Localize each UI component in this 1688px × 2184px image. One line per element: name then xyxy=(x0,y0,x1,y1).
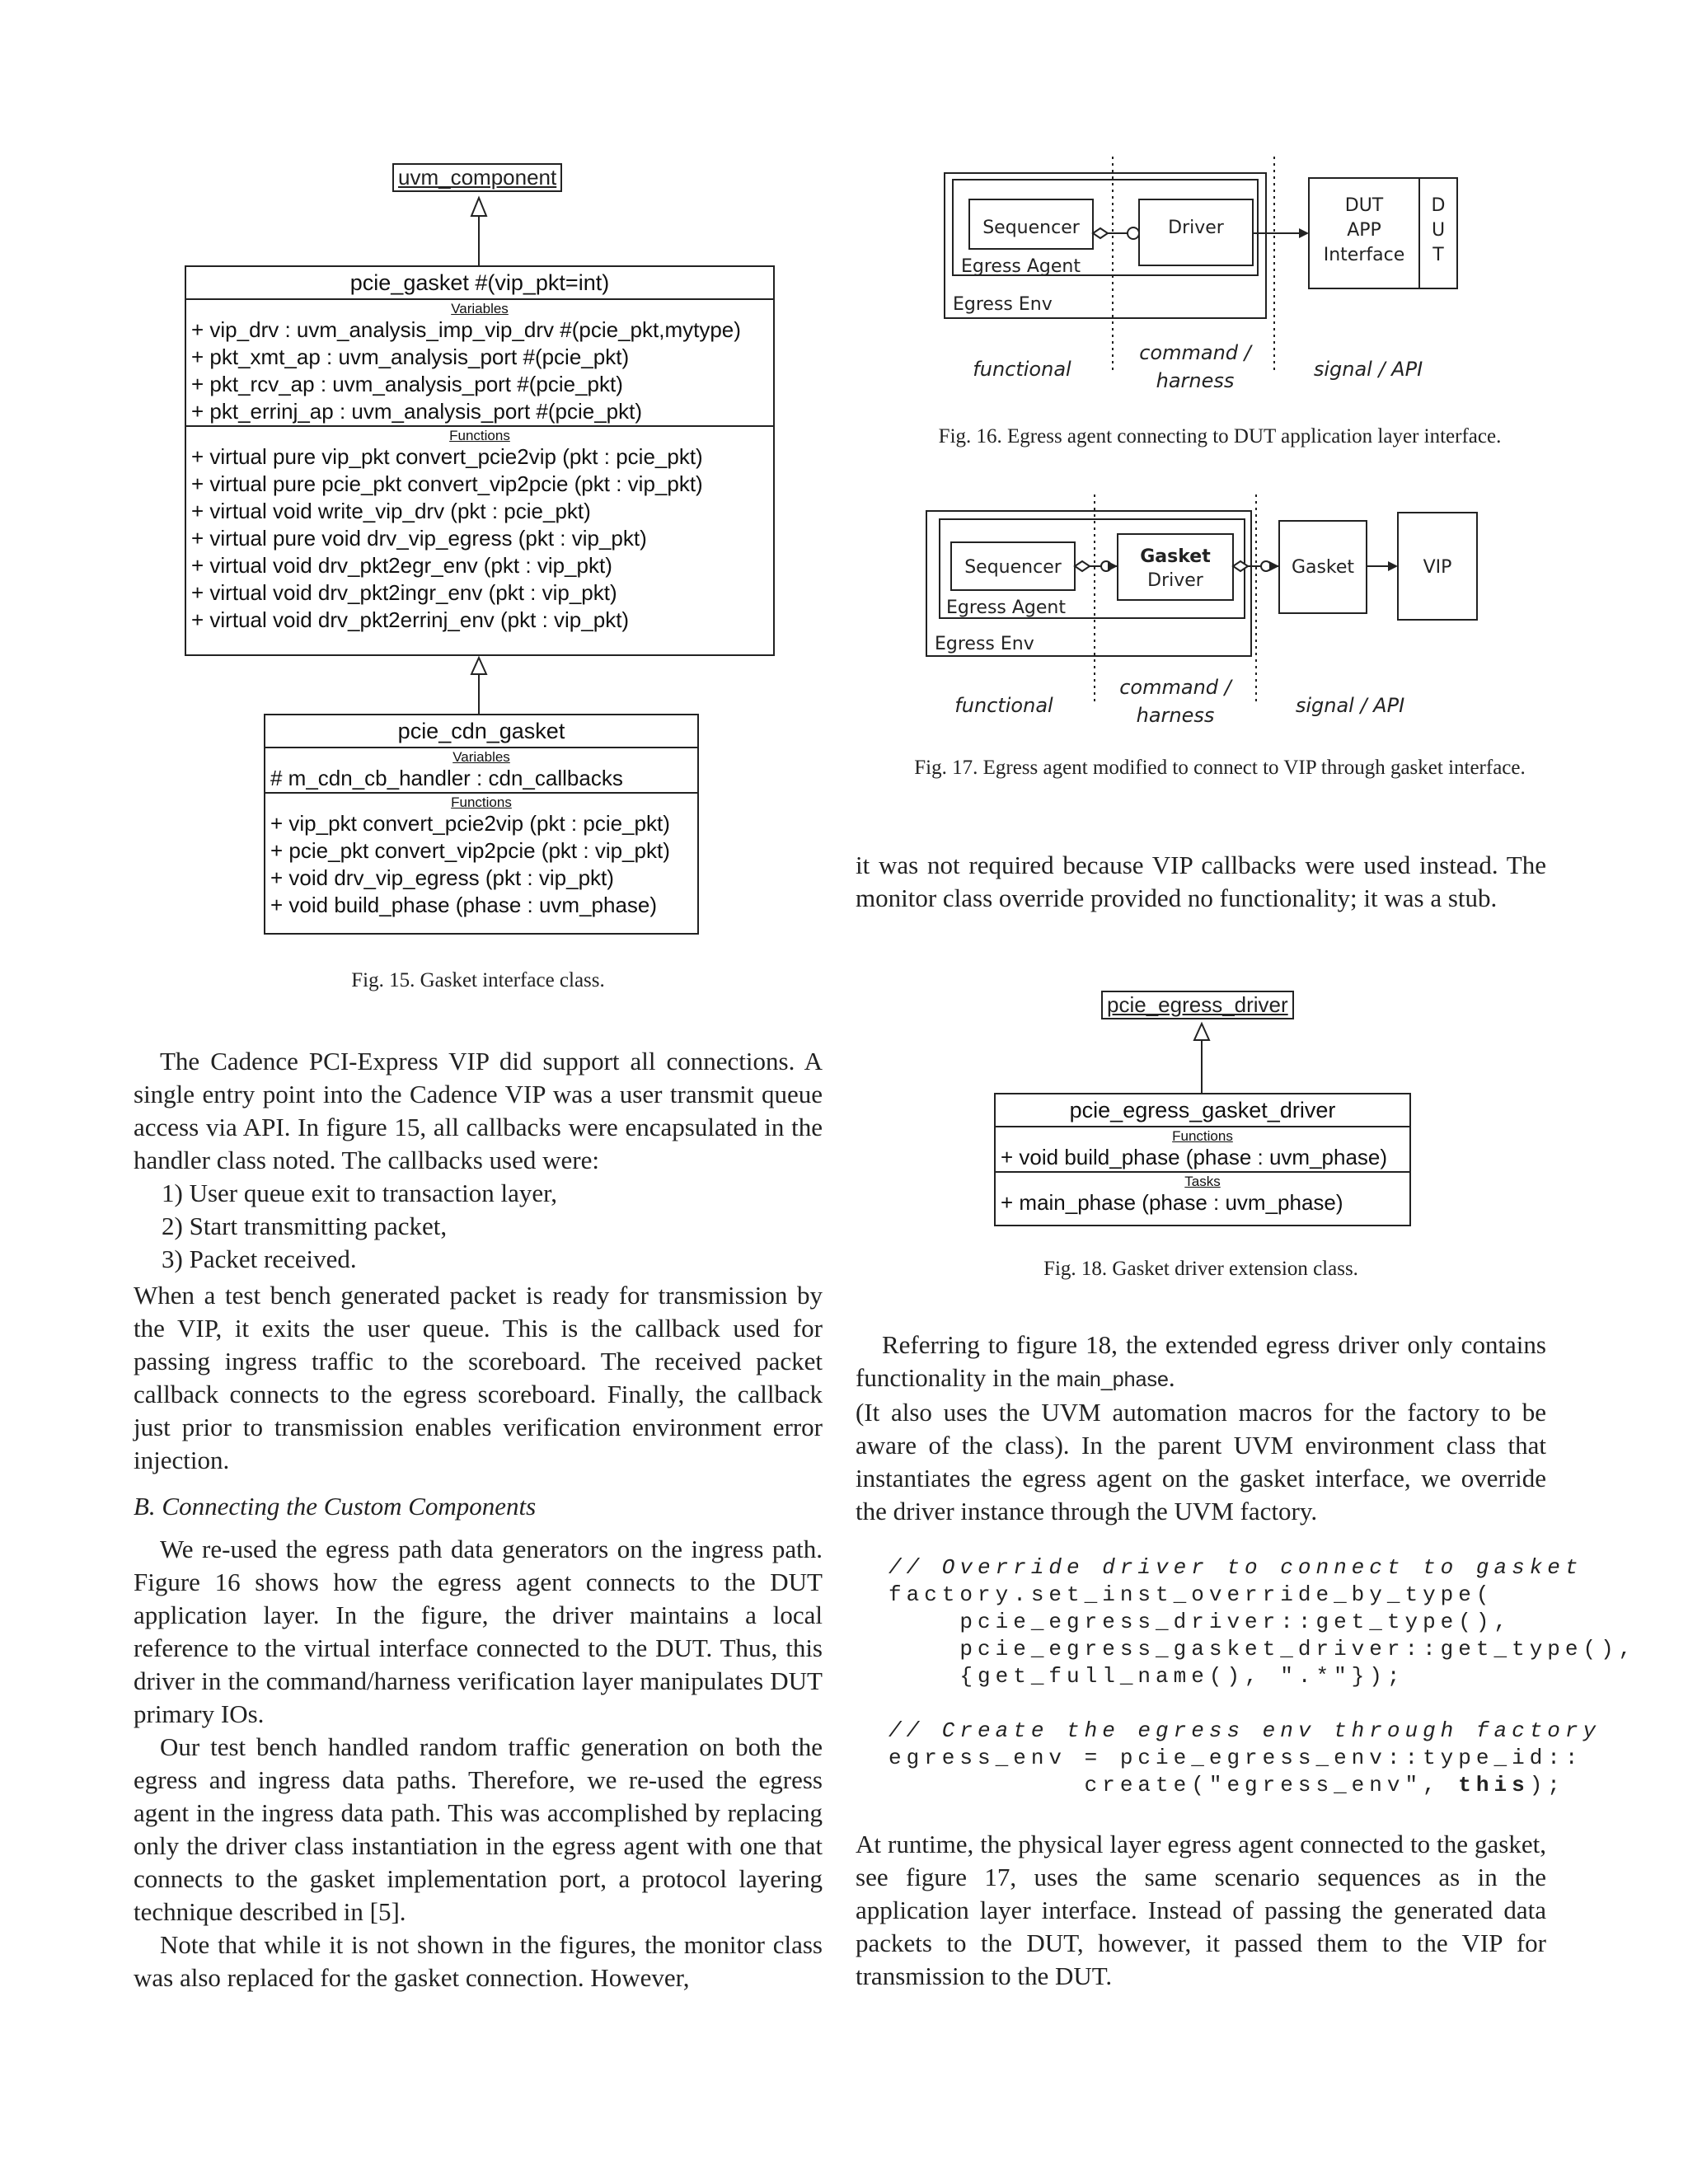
pcie-cdn-gasket-class xyxy=(264,714,699,935)
uvm-component-class: uvm_component xyxy=(392,163,562,192)
section-label: Tasks xyxy=(1184,1174,1221,1189)
function-row: + void build_phase (phase : uvm_phase) xyxy=(1001,1145,1388,1169)
vip-label: VIP xyxy=(1423,557,1452,578)
right-paragraph-1: it was not required because VIP callbacks were used instead. The monitor class override provided no functionality; it was a stub. xyxy=(856,851,1546,912)
egress-env-label: Egress Env xyxy=(953,294,1053,315)
list-item: 1) User queue exit to transaction layer, xyxy=(162,1179,557,1207)
function-row: + vip_pkt convert_pcie2vip (pkt : pcie_pkt) xyxy=(270,811,670,836)
class-title: pcie_cdn_gasket xyxy=(265,715,697,748)
dut-label: APP xyxy=(1347,220,1381,241)
fig16-caption: Fig. 16. Egress agent connecting to DUT application layer interface. xyxy=(938,425,1502,448)
dut-side-label: U xyxy=(1431,220,1446,241)
dut-side-label: T xyxy=(1432,245,1444,265)
right-paragraph-3: (It also uses the UVM automation macros for the factory to be aware of the class). In the parent UVM environment class that instantiates the egress agent on the gasket interface, we override the driver instance through the UVM factory. xyxy=(856,1398,1546,1526)
function-row: + virtual void drv_pkt2egr_env (pkt : vip_pkt) xyxy=(191,553,612,578)
right-paragraph-2: Referring to figure 18, the extended egress driver only contains functionality in the main_phase. xyxy=(856,1330,1546,1392)
class-title: pcie_gasket #(vip_pkt=int) xyxy=(186,267,773,300)
layer-functional: functional xyxy=(973,358,1071,381)
function-row: + virtual void drv_pkt2ingr_env (pkt : vip_pkt) xyxy=(191,580,617,605)
section-label: Variables xyxy=(452,749,510,765)
layer-signal: signal / API xyxy=(1295,694,1405,717)
pcie-egress-gasket-driver-class xyxy=(994,1093,1411,1226)
layer-command: command / xyxy=(1119,676,1231,699)
section-label: Functions xyxy=(1172,1128,1233,1144)
section-heading: B. Connecting the Custom Components xyxy=(134,1492,537,1521)
list-item: 3) Packet received. xyxy=(162,1244,357,1273)
callback-list xyxy=(162,1177,557,1276)
egress-agent-label: Egress Agent xyxy=(961,256,1081,277)
egress-agent-label: Egress Agent xyxy=(946,598,1066,618)
fig17-caption: Fig. 17. Egress agent modified to connect to VIP through gasket interface. xyxy=(914,757,1526,779)
code-block-1: // Override driver to connect to gasket factory.set_inst_override_by_type( pcie_egress_driver::get_type(), pcie_egress_gasket_driver::get_type(), {get_full_name(), ".*"}); xyxy=(889,1555,1637,1689)
list-item: 2) Start transmitting packet, xyxy=(162,1212,448,1240)
function-row: + virtual void write_vip_drv (pkt : pcie_pkt) xyxy=(191,499,591,523)
right-paragraph-4: At runtime, the physical layer egress agent connected to the gasket, see figure 17, uses the same scenario sequences as in the application layer interface. Instead of passing the generated data packets to the DUT, however, it passed them to the VIP for transmission to the DUT. xyxy=(856,1830,1546,1990)
sequencer-label: Sequencer xyxy=(964,557,1062,578)
pcie-egress-driver-class: pcie_egress_driver xyxy=(1101,991,1294,1019)
class-title: pcie_egress_gasket_driver xyxy=(996,1094,1409,1127)
task-row: + main_phase (phase : uvm_phase) xyxy=(1001,1190,1343,1215)
variable-row: + pkt_rcv_ap : uvm_analysis_port #(pcie_pkt) xyxy=(191,372,623,396)
variable-row: # m_cdn_cb_handler : cdn_callbacks xyxy=(270,766,623,790)
left-paragraph-1: The Cadence PCI-Express VIP did support all connections. A single entry point into the Cadence VIP was a user transmit queue access via API. In figure 15, all callbacks were encapsulated in the handler class noted. The callbacks used were: xyxy=(134,1047,823,1174)
left-paragraph-5: Note that while it is not shown in the figures, the monitor class was also replaced for the gasket connection. However, xyxy=(134,1930,823,1992)
dut-label: Interface xyxy=(1323,245,1405,265)
gasket-label: Gasket xyxy=(1291,557,1355,578)
fig16-diagram xyxy=(907,148,1500,420)
layer-functional: functional xyxy=(954,694,1053,717)
left-paragraph-4: Our test bench handled random traffic generation on both the egress and ingress data paths. Therefore, we re-used the egress agent in the ingress data path. This was accomplished by replacing only the driver class instantiation in the egress agent with one that connects to the gasket implementation port, a protocol layering technique described in [5]. xyxy=(134,1732,823,1926)
function-row: + virtual void drv_pkt2errinj_env (pkt : vip_pkt) xyxy=(191,607,630,632)
driver-label: Driver xyxy=(1168,218,1224,238)
layer-harness: harness xyxy=(1136,704,1215,727)
left-paragraph-2: When a test bench generated packet is ready for transmission by the VIP, it exits the user queue. This is the callback used for passing ingress traffic to the scoreboard. The received packet callback connects to the egress scoreboard. Finally, the callback just prior to transmission enables verification environment error injection. xyxy=(134,1281,823,1474)
fig15-caption: Fig. 15. Gasket interface class. xyxy=(351,969,605,991)
function-row: + void drv_vip_egress (pkt : vip_pkt) xyxy=(270,865,614,890)
function-row: + void build_phase (phase : uvm_phase) xyxy=(270,893,658,917)
function-row: + virtual pure void drv_vip_egress (pkt : vip_pkt) xyxy=(191,526,647,551)
inline-code: main_phase xyxy=(1056,1368,1169,1391)
function-row: + virtual pure pcie_pkt convert_vip2pcie (pkt : vip_pkt) xyxy=(191,471,703,496)
function-row: + virtual pure vip_pkt convert_pcie2vip (pkt : pcie_pkt) xyxy=(191,444,703,469)
layer-command: command / xyxy=(1139,341,1251,364)
layer-harness: harness xyxy=(1156,369,1235,392)
layer-signal: signal / API xyxy=(1313,358,1423,381)
section-label: Functions xyxy=(449,428,510,443)
left-paragraph-3: We re-used the egress path data generators on the ingress path. Figure 16 shows how the egress agent connects to the DUT application layer. In the figure, the driver maintains a local reference to the virtual interface connected to the DUT. Thus, this driver in the command/harness verification layer manipulates DUT primary IOs. xyxy=(134,1535,823,1728)
sequencer-label: Sequencer xyxy=(982,218,1080,238)
dut-label: DUT xyxy=(1344,195,1384,216)
fig17-diagram xyxy=(907,486,1500,750)
code-block-2: // Create the egress env through factory egress_env = pcie_egress_env::type_id:: create("egress_env", this); xyxy=(889,1718,1601,1797)
variable-row: + vip_drv : uvm_analysis_imp_vip_drv #(pcie_pkt,mytype) xyxy=(191,317,741,342)
fig18-caption: Fig. 18. Gasket driver extension class. xyxy=(1043,1258,1358,1280)
gasket-driver-bold-label: Gasket xyxy=(1140,546,1211,567)
pcie-gasket-class xyxy=(185,265,775,656)
section-label: Functions xyxy=(451,794,512,810)
variable-row: + pkt_xmt_ap : uvm_analysis_port #(pcie_pkt) xyxy=(191,344,630,369)
function-row: + pcie_pkt convert_vip2pcie (pkt : vip_pkt) xyxy=(270,838,670,863)
dut-side-label: D xyxy=(1431,195,1446,216)
variable-row: + pkt_errinj_ap : uvm_analysis_port #(pcie_pkt) xyxy=(191,399,643,424)
section-label: Variables xyxy=(451,301,509,316)
driver-label: Driver xyxy=(1147,570,1203,591)
egress-env-label: Egress Env xyxy=(935,634,1034,654)
